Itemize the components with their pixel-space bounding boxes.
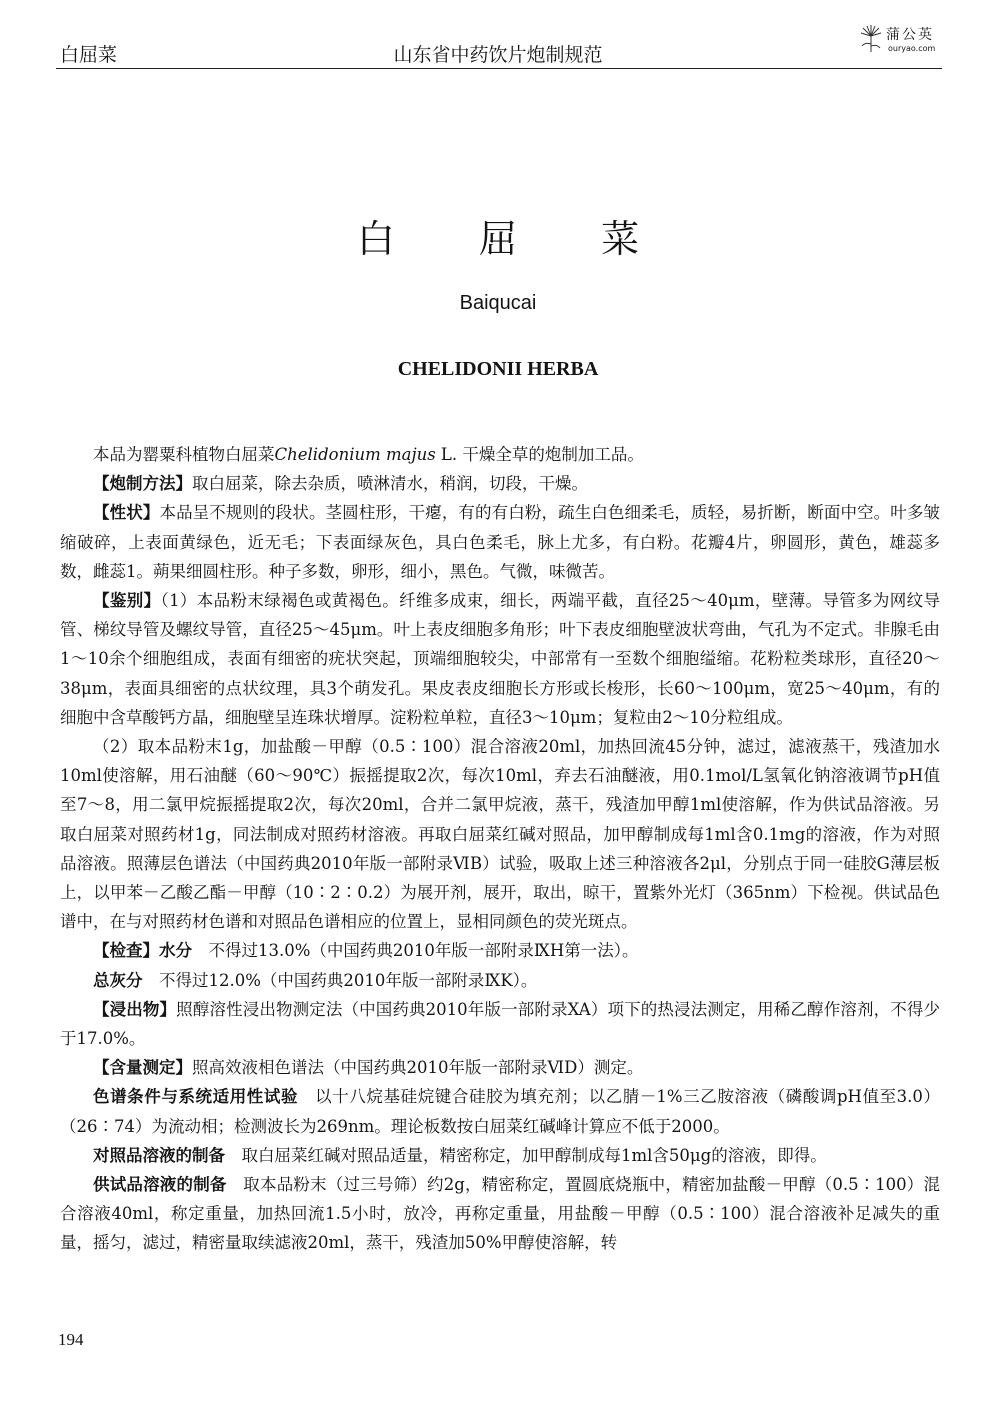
running-header-book-title: 山东省中药饮片炮制规范 <box>393 44 603 66</box>
monograph-title: 白 屈 菜 <box>356 217 676 261</box>
pinyin-name: Baiqucai <box>459 292 537 314</box>
intro-paragraph: 本品为罂粟科植物白屈菜Chelidonium majus L. 干燥全草的炮制加工品。 <box>93 445 644 464</box>
character-paragraph: 【性状】本品呈不规则的段状。茎圆柱形，干瘪，有的有白粉，疏生白色细柔毛，质轻，易折断，断面中空。叶多皱缩破碎，上表面黄绿色，近无毛；下表面绿灰色，具白色柔毛，脉上尤多，有白粉。花瓣4片，卵圆形，黄色，雄蕊多数，雌蕊1。蒴果细圆柱形。种子多数，卵形，细小，黑色。气微，味微苦。 <box>60 503 941 581</box>
section-label: 【含量测定】 <box>93 1058 192 1078</box>
publisher-logo <box>858 22 942 64</box>
sample-solution-paragraph: 供试品溶液的制备 取本品粉末（过三号筛）约2g，精密称定，置圆底烧瓶中，精密加盐酸－甲醇（0.5∶100）混合溶液40ml，称定重量，加热回流1.5小时，放冷，再称定重量，用盐酸－甲醇（0.5∶100）混合溶液补足减失的重量，摇匀，滤过，精密量取续滤液20ml，蒸干，残渣加50%甲醇使溶解，转 <box>60 1175 941 1253</box>
extract-paragraph: 【浸出物】照醇溶性浸出物测定法（中国药典2010年版一部附录XA）项下的热浸法测定，用稀乙醇作溶剂，不得少于17.0%。 <box>60 999 940 1049</box>
subsection-label: 对照品溶液的制备 <box>93 1145 225 1165</box>
page-number: 194 <box>58 1330 84 1349</box>
subsection-label: 色谱条件与系统适用性试验 <box>93 1087 299 1107</box>
species-name: Chelidonium majus <box>274 445 436 464</box>
section-label: 【检查】 <box>93 941 159 961</box>
examination-water-paragraph: 【检查】水分 不得过13.0%（中国药典2010年版一部附录ⅨH第一法）。 <box>93 941 639 961</box>
subsection-label: 水分 <box>159 941 192 961</box>
monograph-body <box>60 440 940 1258</box>
subsection-label: 供试品溶液的制备 <box>93 1175 227 1195</box>
section-label: 【鉴别】 <box>93 591 161 611</box>
examination-ash-paragraph: 总灰分 不得过12.0%（中国药典2010年版一部附录ⅨK）。 <box>93 970 538 990</box>
header-rule <box>56 68 942 69</box>
assay-conditions-paragraph: 色谱条件与系统适用性试验 以十八烷基硅烷键合硅胶为填充剂；以乙腈－1%三乙胺溶液（磷酸调pH值至3.0）（26∶74）为流动相；检测波长为269nm。理论板数按白屈菜红碱峰计算应不低于2000。 <box>60 1087 940 1136</box>
identification-tlc-paragraph: （2）取本品粉末1g，加盐酸－甲醇（0.5∶100）混合溶液20ml，加热回流45分钟，滤过，滤液蒸干，残渣加水10ml使溶解，用石油醚（60～90℃）振摇提取2次，每次10ml，弃去石油醚液，用0.1mol/L氢氧化钠溶液调节pH值至7～8，用二氯甲烷振摇提取2次，每次20ml，合并二氯甲烷液，蒸干，残渣加甲醇1ml使溶解，作为供试品溶液。另取白屈菜对照药材1g，同法制成对照药材溶液。再取白屈菜红碱对照品，加甲醇制成每1ml含0.1mg的溶液，作为对照品溶液。照薄层色谱法（中国药典2010年版一部附录ⅥB）试验，吸取上述三种溶液各2μl，分别点于同一硅胶G薄层板上，以甲苯－乙酸乙酯－甲醇（10∶2∶0.2）为展开剂，展开，取出，晾干，置紫外光灯（365nm）下检视。供试品色谱中，在与对照药材色谱和对照品色谱相应的位置上，显相同颜色的荧光斑点。 <box>60 737 940 932</box>
section-label: 【浸出物】 <box>93 999 177 1019</box>
section-label: 【性状】 <box>93 503 160 523</box>
latin-name: CHELIDONII HERBA <box>397 358 599 380</box>
subsection-label: 总灰分 <box>93 970 143 990</box>
assay-paragraph: 【含量测定】照高效液相色谱法（中国药典2010年版一部附录ⅥD）测定。 <box>93 1058 644 1078</box>
logo-text: 蒲公英 <box>886 27 934 43</box>
section-label: 【炮制方法】 <box>93 474 192 494</box>
identification-paragraph: 【鉴别】（1）本品粉末绿褐色或黄褐色。纤维多成束，细长，两端平截，直径25～40μm，壁薄。导管多为网纹导管、梯纹导管及螺纹导管，直径25～45μm。叶上表皮细胞多角形；叶下表皮细胞壁波状弯曲，气孔为不定式。非腺毛由1～10余个细胞组成，表面有细密的疣状突起，顶端细胞较尖，中部常有一至数个细胞缢缩。花粉粒类球形，直径20～38μm，表面具细密的点状纹理，具3个萌发孔。果皮表皮细胞长方形或长梭形，长60～100μm，宽25～40μm，有的细胞中含草酸钙方晶，细胞壁呈连珠状增厚。淀粉粒单粒，直径3～10μm；复粒由2～10分粒组成。 <box>60 591 941 727</box>
reference-solution-paragraph: 对照品溶液的制备 取白屈菜红碱对照品适量，精密称定，加甲醇制成每1ml含50μg的溶液，即得。 <box>93 1145 827 1165</box>
running-header-entry: 白屈菜 <box>60 44 118 66</box>
dandelion-icon <box>858 24 884 54</box>
processing-paragraph: 【炮制方法】取白屈菜，除去杂质，喷淋清水，稍润，切段，干燥。 <box>93 474 588 494</box>
logo-url: ouryao.com <box>888 44 936 53</box>
